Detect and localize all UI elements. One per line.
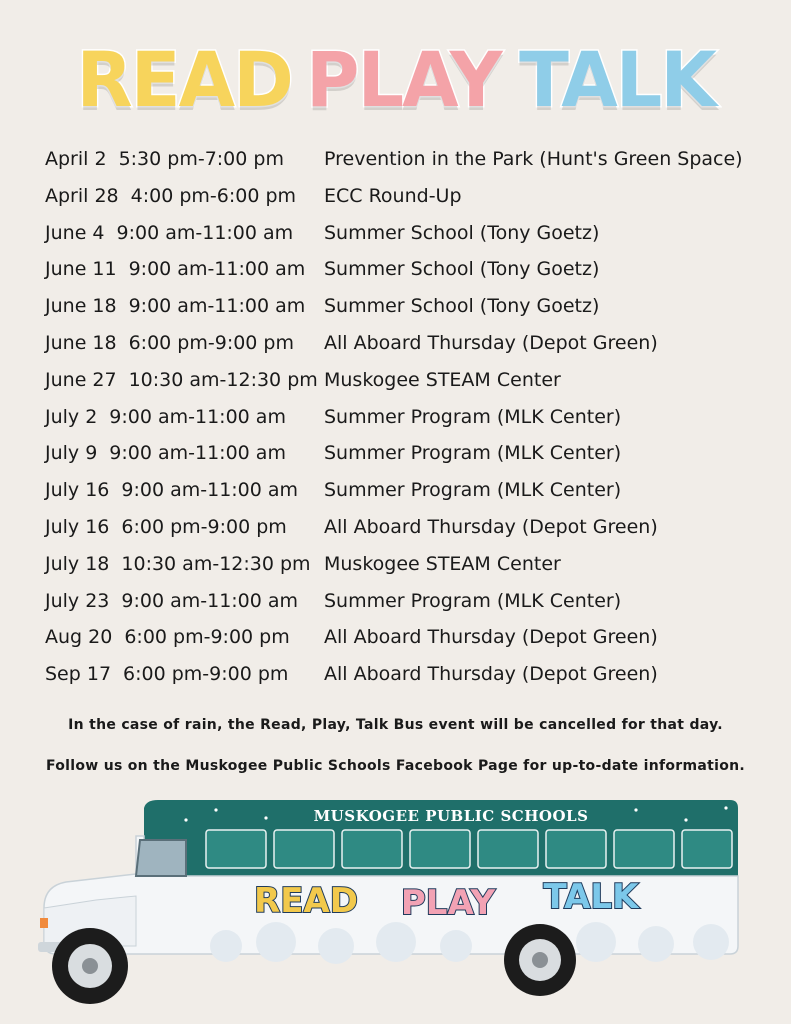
bus-header-text: MUSKOGEE PUBLIC SCHOOLS — [313, 807, 589, 825]
row-time: 9:00 am-11:00 am — [121, 589, 299, 612]
title-read: READ — [76, 35, 292, 124]
row-date: April 2 — [45, 148, 107, 170]
row-event: Summer Program (MLK Center) — [324, 405, 622, 428]
row-date: June 4 — [45, 221, 105, 244]
bus-headlight — [40, 918, 48, 928]
bus-windshield — [136, 840, 186, 876]
row-event: Summer Program (MLK Center) — [324, 479, 622, 502]
row-time: 9:00 am-11:00 am — [109, 442, 286, 465]
schedule-list — [45, 141, 765, 693]
page-title — [0, 30, 791, 130]
row-date: Sep 17 — [45, 663, 112, 686]
schedule-row — [45, 656, 765, 693]
row-time: 9:00 am-11:00 am — [116, 221, 294, 244]
facebook-notice: Follow us on the Muskogee Public Schools Facebook Page for up-to-date information. — [45, 758, 746, 774]
row-date: July 23 — [45, 589, 110, 612]
row-time: 9:00 am-11:00 am — [128, 258, 306, 281]
schedule-row — [45, 141, 765, 178]
row-date: June 27 — [45, 368, 117, 391]
row-date: June 18 — [45, 331, 117, 354]
bus-word-play: PLAY — [400, 883, 496, 923]
row-event: Summer School (Tony Goetz) — [324, 258, 600, 281]
row-time: 5:30 pm-7:00 pm — [118, 148, 284, 170]
row-time: 10:30 am-12:30 pm — [128, 368, 318, 391]
schedule-row — [45, 215, 765, 252]
row-event: All Aboard Thursday (Depot Green) — [324, 331, 658, 354]
row-time: 4:00 pm-6:00 pm — [130, 184, 297, 207]
row-event: Summer Program (MLK Center) — [324, 589, 622, 612]
row-date: July 16 — [45, 515, 110, 538]
schedule-row — [45, 472, 765, 509]
bus-word-read: READ — [254, 881, 358, 921]
row-time: 9:00 am-11:00 am — [128, 295, 306, 318]
bus-rear-wheel — [504, 924, 576, 996]
row-date: June 11 — [45, 258, 117, 281]
schedule-row — [45, 583, 765, 620]
row-time: 6:00 pm-9:00 pm — [124, 626, 290, 649]
schedule-row — [45, 509, 765, 546]
row-date: July 2 — [45, 405, 98, 428]
row-time: 6:00 pm-9:00 pm — [123, 663, 289, 686]
bus-illustration — [36, 796, 742, 1008]
schedule-row — [45, 619, 765, 656]
row-event: All Aboard Thursday (Depot Green) — [324, 663, 658, 686]
rain-notice: In the case of rain, the Read, Play, Talk Bus event will be cancelled for that day. — [68, 717, 723, 733]
row-event: Prevention in the Park (Hunt's Green Space) — [324, 148, 743, 170]
bus-windows — [206, 830, 732, 868]
schedule-row — [45, 399, 765, 436]
row-event: Muskogee STEAM Center — [324, 368, 561, 391]
row-event: All Aboard Thursday (Depot Green) — [324, 515, 658, 538]
row-time: 6:00 pm-9:00 pm — [128, 331, 294, 354]
row-time: 9:00 am-11:00 am — [109, 405, 286, 428]
bus-front-wheel — [52, 928, 128, 1004]
schedule-row — [45, 178, 765, 215]
row-date: April 28 — [45, 184, 119, 207]
row-time: 10:30 am-12:30 pm — [121, 552, 311, 575]
row-date: July 18 — [45, 552, 110, 575]
row-event: ECC Round-Up — [324, 184, 462, 207]
schedule-row — [45, 546, 765, 583]
row-date: July 9 — [45, 442, 98, 465]
row-date: June 18 — [45, 295, 117, 318]
row-time: 9:00 am-11:00 am — [121, 479, 299, 502]
row-event: All Aboard Thursday (Depot Green) — [324, 626, 658, 649]
row-event: Muskogee STEAM Center — [324, 552, 561, 575]
title-play: PLAY — [306, 35, 501, 124]
schedule-row — [45, 435, 765, 472]
row-event: Summer School (Tony Goetz) — [324, 295, 600, 318]
row-event: Summer School (Tony Goetz) — [324, 221, 600, 244]
row-date: Aug 20 — [45, 626, 113, 649]
row-event: Summer Program (MLK Center) — [324, 442, 622, 465]
schedule-row — [45, 325, 765, 362]
schedule-row — [45, 362, 765, 399]
row-time: 6:00 pm-9:00 pm — [121, 515, 287, 538]
schedule-row — [45, 251, 765, 288]
bus-word-talk: TALK — [543, 877, 639, 917]
title-talk: TALK — [519, 35, 715, 124]
row-date: July 16 — [45, 479, 110, 502]
schedule-row — [45, 288, 765, 325]
